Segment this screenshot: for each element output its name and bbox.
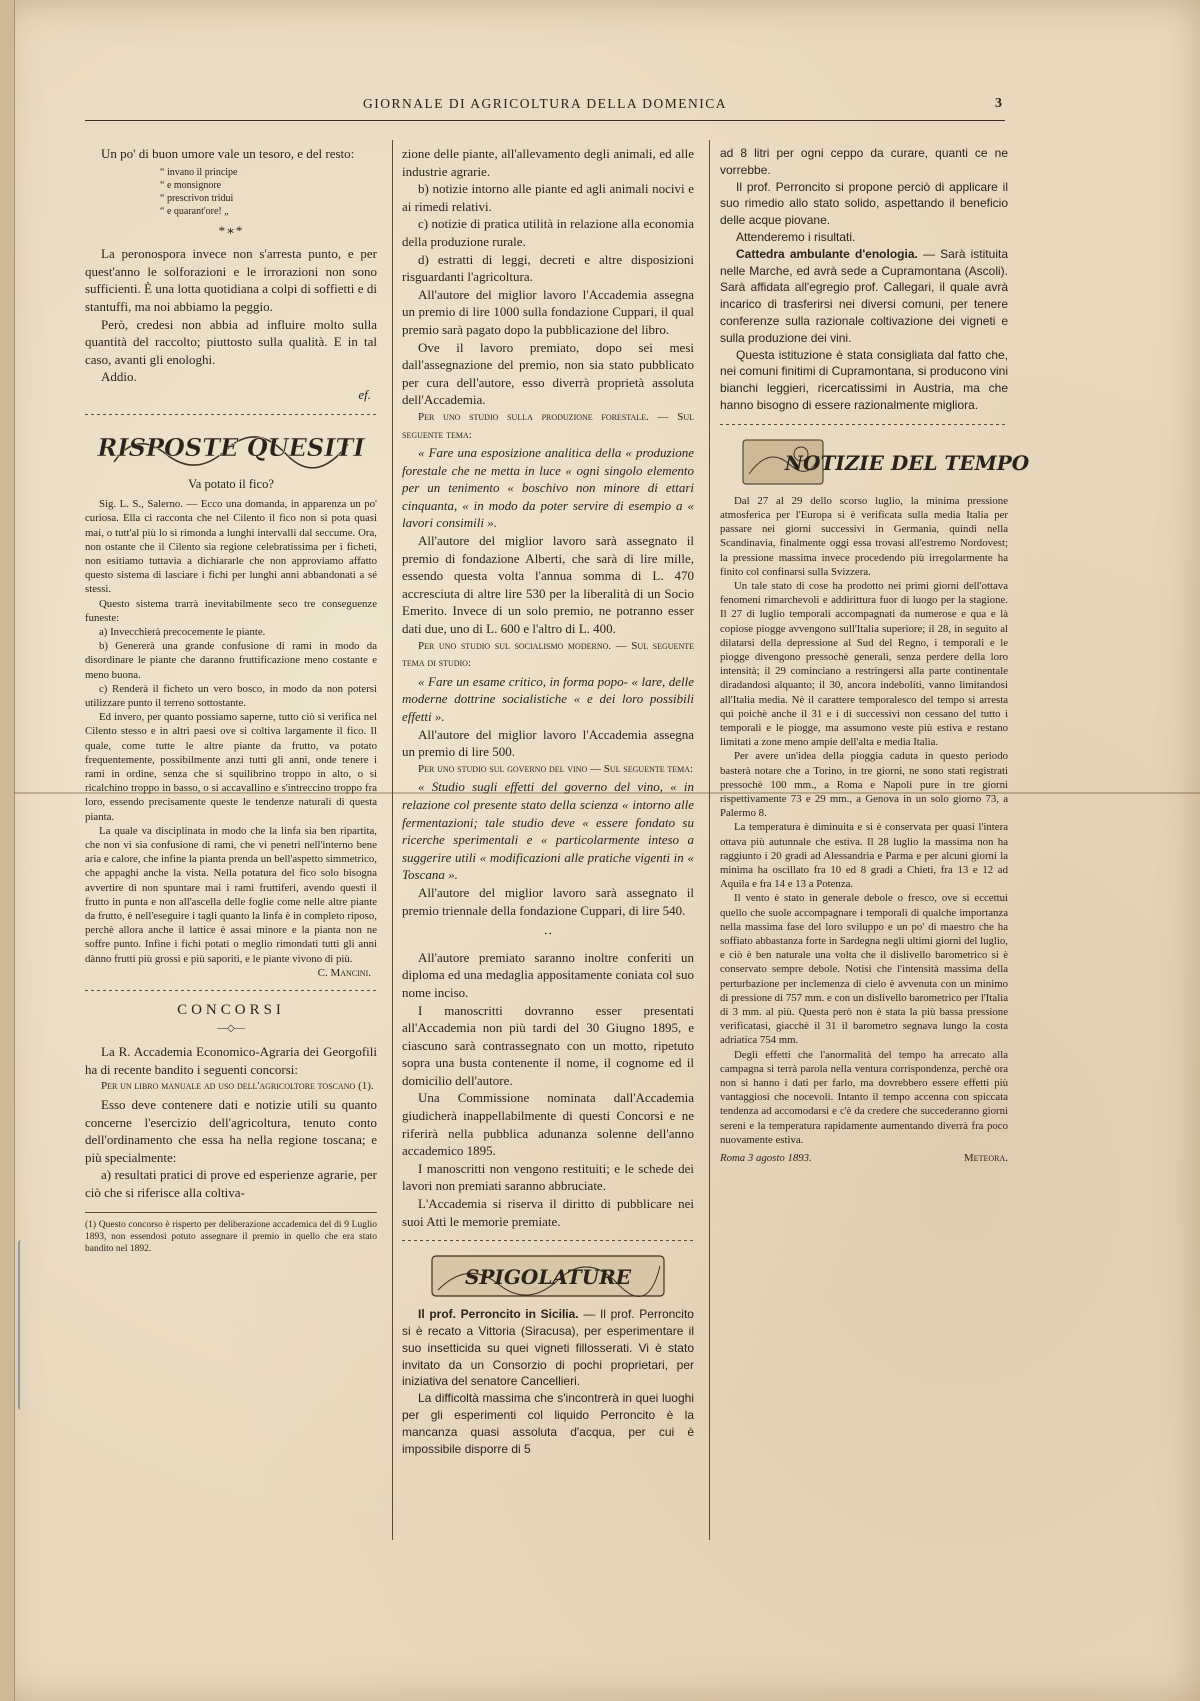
dateline	[720, 1151, 1008, 1165]
news-item	[402, 1306, 694, 1457]
question-title: Va potato il fico?	[188, 476, 274, 491]
item-text: — Il prof. Perroncito si è recato a Vittoria (Siracusa), per esperimentare il suo insetticida su quei vigneti fillosserati. Vi è stato invitato da un Consorzio di pochi proprietari, per iniziativa del senatore Cancellieri.	[402, 1307, 694, 1389]
footnote: (1) Questo concorso è risperto per deliberazione accademica del di 9 Luglio 1893, non essendosi potuto assegnare il premio in quello che era stato bandito nel 1892.	[85, 1212, 377, 1255]
paragraph: La R. Accademia Economico-Agraria dei Georgofili ha di recente bandito i seguenti concorsi:	[85, 1044, 377, 1077]
verse-line: “ e monsignore	[160, 179, 222, 191]
paragraph: Questo sistema trarrà inevitabilmente seco tre conseguenze funeste:	[85, 597, 377, 624]
verse-line: “ prescrivon tridui	[160, 192, 234, 204]
date: Roma 3 agosto 1893.	[720, 1152, 812, 1165]
paragraph: Un tale stato di cose ha prodotto nei primi giorni dell'ottava fenomeni rimarchevoli e addirittura fuor di luogo per la stagione. Il 27 di luglio temporali accompagnati da numerose e qua e là copiose piogge avvengono sull'Italia superiore; il 28, in seguito al dilatarsi della depressione al Sud del Regno, i temporali e le piogge divengono pressochè generali, senza perdere della loro intensità; il 29 cominciano a restringersi alla parte continentale diradandosi alquanto; il 30, ancora indeboliti, vanno limitandosi all'Italia media. Nè il carattere temporalesco del tempo si arresta qui poichè anche il 31 e i di successivi non cessano del tutto i temporali e le piogge, ma assumono veste più estiva e restano limitati a zone meno ampie dell'alta e media Italia.	[720, 579, 1008, 749]
paragraph: I manoscritti dovranno esser presentati all'Accademia non più tardi del 30 Giugno 1895, e ciascuno sarà contrassegnato con un motto, ripetuto sopra una busta contenente il nome, il cognome ed il domicilio dell'autore.	[402, 1002, 694, 1088]
page-edge	[0, 0, 15, 1701]
item-text: — Sarà istituita nelle Marche, ed avrà sede a Cupramontana (Ascoli). Sarà affidata all'egregio prof. Callegari, il quale avrà incarico di trasferirsi nei diversi comuni, per tenere conferenze sulla razionale coltivazione dei vigneti e sulla produzione dei vini.	[720, 246, 1008, 345]
column-2	[402, 145, 694, 1457]
paragraph: All'autore premiato saranno inoltre conferiti un diploma ed una medaglia appositamente coniata col suo nome inciso.	[402, 949, 694, 1000]
quotation: « Studio sugli effetti del governo del vino, « in relazione col presente stato della scienza « intorno alle fermentazioni; tale studio deve « essere fondato su ricerche sperimentali e « particolarmente inteso a suggerire utili « modificazioni alle pratiche vigenti in « Toscana ».	[402, 779, 694, 883]
banner-title: NOTIZIE DEL TEMPO	[784, 450, 1030, 475]
paragraph: Questa istituzione è stata consigliata dal fatto che, nei comuni finitimi di Cupramontana, si producono vini bianchi leggieri, ricercatissimi in Austria, ma che hanno bisogno di essere razionalmente migliora.	[720, 347, 1008, 412]
paragraph: L'Accademia si riserva il diritto di pubblicare nei suoi Atti le memorie premiate.	[402, 1196, 694, 1229]
ornament: —◇—	[217, 1022, 245, 1034]
divider	[720, 420, 1008, 428]
paragraph	[402, 1306, 694, 1390]
paragraph: Addio.	[101, 369, 137, 385]
paragraph: Esso deve contenere dati e notizie utili su quanto concerne l'esercizio dell'agricoltura, tenuto conto dell'ordinamento che essa ha nella regione toscana; e più specialmente:	[85, 1097, 377, 1165]
column-3	[720, 145, 1030, 1165]
news-item	[720, 145, 1008, 414]
signature: ef.	[358, 386, 371, 402]
signature: Meteora.	[963, 1152, 1008, 1165]
verse-line: “ invano il principe	[160, 166, 238, 178]
banner-title: RISPOSTE QUESITI	[97, 432, 365, 462]
paragraph: Dal 27 al 29 dello scorso luglio, la minima pressione atmosferica per l'Europa si è verificata sulla media Italia per passare nei giorni successivi in Germania, quindi nella Scandinavia, finalmente oggi essa trovasi all'estremo Nordovest; la pressione massima invece procedendo più irregolarmente ha finito col confinarsi sulla Svizzera.	[720, 494, 1008, 578]
risposte-quesiti-banner	[97, 424, 365, 472]
header-rule	[85, 120, 1005, 121]
verse-line: “ e quarant'ore! „	[160, 205, 229, 217]
paragraph: Il vento è stato in generale debole o fresco, ove si eccettui quello che suole accompagnare i temporali di qualche importanza nella massima fase del loro sviluppo e un po' di maestro che ha soffiato abbastanza forte in Sardegna negli ultimi giorni del luglio, e ciò è ben naturale una volta che il dislivello barometrico si è conservato sempre debole. Notisi che l'intensità massima della perturbazione per inclemenza di cielo è avvenuta con un minimo di pressione di 757 mm. e con un dislivello barometrico per l'Italia di 3 mm. al più. Questa però non è stata la più bassa pressione verificatasi, giacchè il 31 il barometro segnava lungo la costa adriatica 754 mm.	[720, 892, 1008, 1047]
running-head: GIORNALE DI AGRICOLTURA DELLA DOMENICA	[363, 96, 727, 111]
paragraph: a) resultati pratici di prove ed esperienze agrarie, per ciò che si riferisce alla coltiva-	[85, 1167, 377, 1200]
paragraph: La quale va disciplinata in modo che la linfa sia ben ripartita, che non vi sia confusione di rami, che vi penetri nell'interno bene aria e calore, che infine la pianta prenda un bell'aspetto simmetrico, che appaghi anche la vista. Nella potatura del fico solo bisogna avvertire di non spuntare mai i rami fruttiferi, avendo questi il frutto in punta e non all'ascella delle foglie come nelle altre piante da frutto, è nell'eseguire i tagli quanto la linfa è in completo riposo, perchè allora anche il lattice è assai minore e la pianta non ne soffre punto. Infine i fichi potati o meglio rimondati tutti gli anni dànno frutti più grossi e più saporiti, e le piante vivono di più.	[85, 824, 377, 965]
column-rule	[392, 140, 393, 1540]
paragraph: Ove il lavoro premiato, dopo sei mesi dall'assegnazione del premio, non sia stato pubblicato per cura dell'autore, esso diverrà proprietà assoluta dell'Accademia.	[402, 339, 694, 408]
paragraph: Però, credesi non abbia ad influire molto sulla quantità del raccolto; piuttosto sulla qualità. E in tal caso, avanti gli enologhi.	[85, 316, 377, 367]
notizie-del-tempo-banner	[739, 434, 1030, 490]
paragraph: Per uno studio sul governo del vino — Sul seguente tema:	[418, 762, 694, 775]
item-title: Il prof. Perroncito in Sicilia.	[418, 1307, 579, 1322]
paragraph: Sig. L. S., Salerno. — Ecco una domanda, in apparenza un po' curiosa. Ella ci racconta che nel Cilento il fico non si pota quasi mai, o tutt'al più lo si rimonda a lunghi intervalli dal seccume. Ora, non ostante che il Cilento sia regione celebratissima per i ficheti, non esitiamo tuttavia a dichiararle che non approviamo affatto questo sistema di lasciare i fichi per lunghi anni abbandonati a sé stessi.	[85, 498, 377, 596]
paragraph: b) notizie intorno alle piante ed agli animali nocivi e ai rimedi relativi.	[402, 181, 694, 214]
column-1	[85, 145, 377, 1255]
answer-text	[85, 497, 377, 980]
paragraph: All'autore del miglior lavoro l'Accademia assegna un premio di lire 500.	[402, 726, 694, 760]
divider	[85, 410, 377, 418]
paragraph: Ed invero, per quanto possiamo saperne, tutto ciò si verifica nel Cilento stesso e in altri paesi ove si coltiva largamente il fico. Il quale, come tutte le altre piante da frutto, va potato frequentemente, possibilmente anzi tutti gli anni, onde tenere i rami in ordine, senza che si squilibrino troppo in alto, o si ricalchino troppo in basso, o si accavallino e s'intreccino troppo fra loro, essendo precisamente queste le tendenze naturali di questa pianta.	[85, 711, 377, 823]
paragraph: c) notizie di pratica utilità in relazione alla economia della produzione rurale.	[402, 216, 694, 249]
item-title: Cattedra ambulante d'enologia.	[736, 246, 918, 261]
asterism: *∗*	[218, 222, 244, 238]
spigolature-banner	[428, 1250, 668, 1302]
verse	[160, 166, 377, 218]
paragraph: Per avere un'idea della pioggia caduta in questo periodo basterà notare che a Torino, in tre giorni, ne sono stati registrati pressochè 100 mm., a Roma e Napoli pure in tre giorni rispettivamente 73 e 29 mm., a Genova in un solo giorno 73, a Palermo 8.	[720, 750, 1008, 820]
paragraph: d) estratti di leggi, decreti e altre disposizioni risguardanti l'agricoltura.	[402, 251, 694, 285]
paragraph: I manoscritti non vengono restituiti; e le schede dei lavori non premiati saranno abbruciate.	[402, 1160, 694, 1194]
paragraph: Attenderemo i risultati.	[736, 229, 856, 244]
paragraph: All'autore del miglior lavoro sarà assegnato il premio di fondazione Alberti, che sarà di lire mille, essendo questa volta l'annua somma di L. 470 accresciuta di altre lire 530 per la liberalità di un Socio Emerito. Invece di un solo premio, ne potranno esser dati due, uno di L. 600 e l'altro di L. 400.	[402, 533, 694, 637]
weather-report	[720, 494, 1008, 1166]
separator: ⋅⋅	[543, 926, 553, 942]
paragraph: All'autore del miglior lavoro l'Accademia assegna un premio di lire 1000 sulla fondazione Cuppari, il qual premio sarà pagato dopo la pubblicazione del libro.	[402, 286, 694, 337]
paragraph: La difficoltà massima che s'incontrerà in quei luoghi per gli esperimenti col liquido Perroncito è la mancanza quasi assoluta d'acqua, per cui è impossibile disporre di 5	[402, 1391, 694, 1456]
paragraph: Un po' di buon umore vale un tesoro, e del resto:	[101, 146, 355, 161]
paragraph: Per uno studio sul socialismo moderno. — Sul seguente tema di studio:	[402, 639, 694, 670]
paragraph: Per uno studio sulla produzione forestale. — Sul seguente tema:	[402, 410, 694, 441]
paragraph: Per un libro manuale ad uso dell'agricoltore toscano (1).	[101, 1080, 374, 1093]
paragraph: Degli effetti che l'anormalità del tempo ha arrecato alla campagna si terrà parola nella ventura corrispondenza, perchè ora non si hanno i dati per farlo, ma dovrebbero essere effetti più vantaggiosi che nocevoli. Intanto il tempo accenna con spiccata tendenza ad accomodarsi e c'è da credere che succederanno giorni sereni e la temperatura rapidamente aumentando diverrà fra poco nuovamente estiva.	[720, 1048, 1008, 1146]
paragraph: All'autore del miglior lavoro sarà assegnato il premio triennale della fondazione Cuppari, di lire 540.	[402, 884, 694, 918]
paragraph: Il prof. Perroncito si propone perciò di applicare il suo rimedio allo stato solido, aspettando il beneficio delle acque piovane.	[720, 179, 1008, 228]
paragraph: La peronospora invece non s'arresta punto, e per quest'anno le solforazioni e le irrorazioni non sono sufficienti. È una lotta quotidiana a colpi di soffietti e di stantuffi, ma noi abbiamo la peggio.	[85, 246, 377, 314]
quotation: « Fare un esame critico, in forma popo- « lare, delle moderne dottrine socialistiche « e dei loro possibili effetti ».	[402, 673, 694, 724]
paragraph: ad 8 litri per ogni ceppo da curare, quanti ce ne vorrebbe.	[720, 146, 1008, 177]
paragraph: Una Commissione nominata dall'Accademia giudicherà inappellabilmente di questi Concorsi e ne riferirà nella pubblica adunanza solenne dell'anno accademico 1895.	[402, 1090, 694, 1159]
paragraph: b) Genererà una grande confusione di rami in modo da disordinare le piante che daranno fruttificazione meno costante e meno buona.	[85, 640, 377, 681]
banner-title: SPIGOLATURE	[464, 1265, 632, 1290]
divider	[85, 986, 377, 994]
paragraph: a) Invecchierà precocemente le piante.	[99, 625, 266, 638]
quotation: « Fare una esposizione analitica della « produzione forestale che ne metta in luce « ogni singolo elemento per un tenimento « boschivo non minore di ettari cinquanta, « in modo da poter servire di esempio a « lavori consimili ».	[402, 445, 694, 531]
paragraph: c) Renderà il ficheto un vero bosco, in modo da non potersi utilizzare punto il terreno sottostante.	[85, 682, 377, 709]
ink-mark	[18, 1240, 26, 1410]
paragraph	[720, 246, 1008, 347]
paragraph: La temperatura è diminuita e si è conservata per quasi l'intera ottava più autunnale che estiva. Il 28 luglio la massima non ha raggiunto i 20 gradi ad Alessandria e Parma e per alcuni giorni la minima ha oscillato fra 10 ed 8 gradi a Chieti, fra 13 e 12 ad Aquila e fra 14 e 13 a Potenza.	[720, 821, 1008, 891]
column-rule	[709, 140, 710, 1540]
divider	[402, 1236, 694, 1244]
section-title: CONCORSI	[177, 1002, 285, 1019]
page-number: 3	[995, 96, 1002, 111]
signature: C. Mancini.	[317, 966, 371, 979]
paragraph: zione delle piante, all'allevamento degli animali, ed alle industrie agrarie.	[402, 146, 694, 179]
